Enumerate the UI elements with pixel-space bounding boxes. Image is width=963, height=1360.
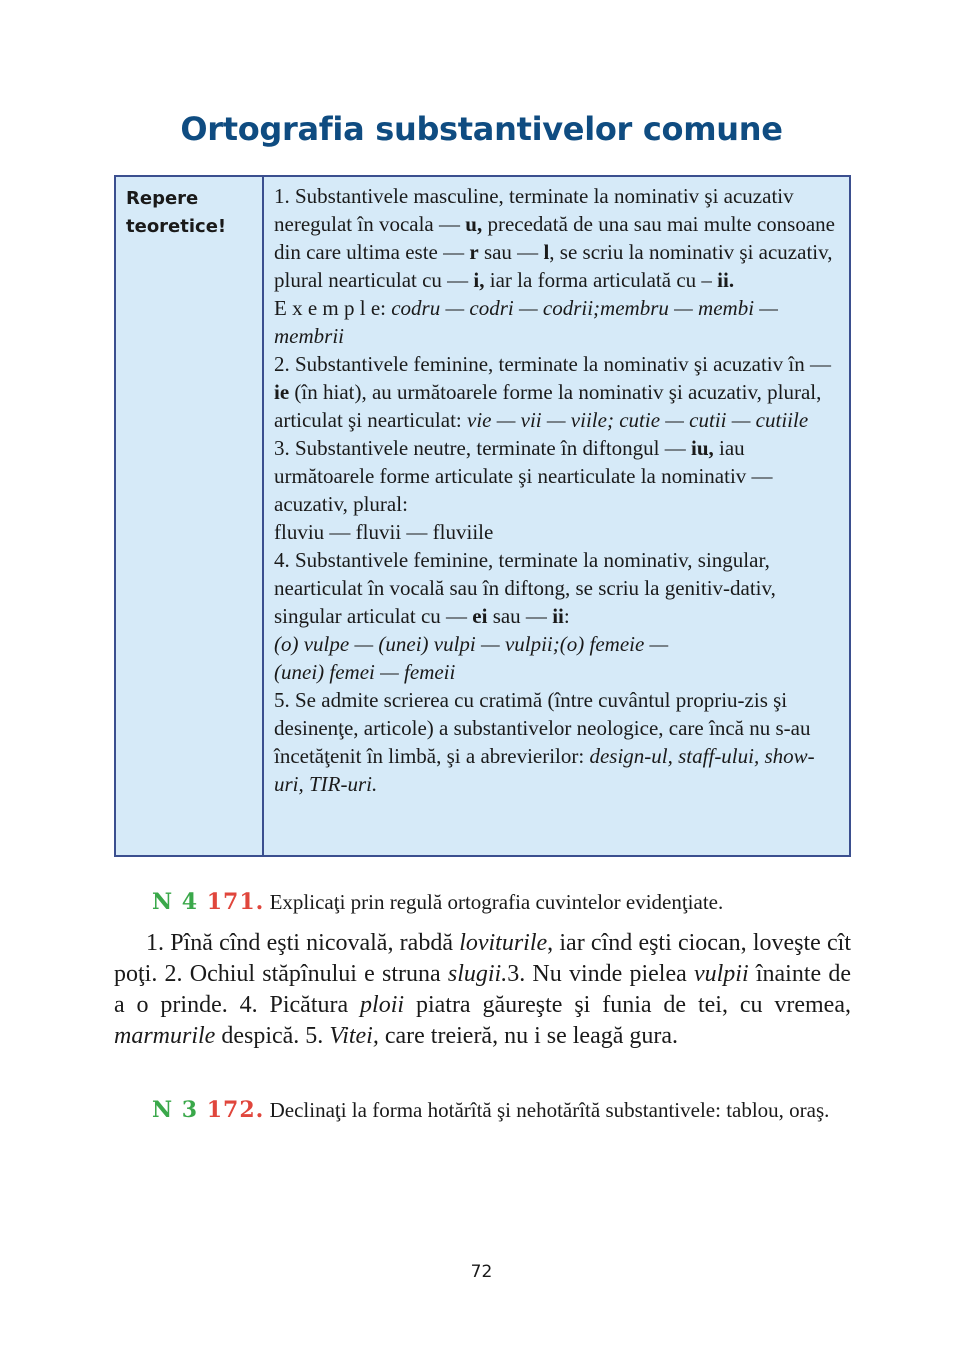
exercise-level: N 3: [152, 1097, 199, 1123]
rule-text: (în hiat), au următoarele forme la nominativ şi acuzativ, plural, articulat şi nearticulat:: [274, 380, 822, 432]
exercise-instruction: Declinaţi la forma hotărîtă şi nehotărîtă substantivele: tablou, oraş.: [269, 1098, 830, 1122]
rule-text: precedată de una sau mai multe consoane din care ultima este —: [274, 212, 835, 264]
theory-label-line1: Repere: [126, 188, 199, 209]
example-text: codru — codri — codrii;membru — membi — membrii: [274, 296, 778, 348]
example-text: (o) vulpe — (unei) vulpi — vulpii;(o) femeie —: [274, 632, 669, 656]
page-title: Ortografia substantivelor comune: [180, 110, 783, 148]
rule-text: 5. Se admite scrierea cu cratimă (între cuvântul propriu-zis şi desinenţe, articole) a substantivelor neologice, care încă nu s-au încetăţenit în limbă, şi a abrevierilor:: [274, 688, 811, 768]
highlighted-word: Vitei,: [329, 1023, 379, 1049]
rule-4: [274, 546, 841, 630]
rule-3: [274, 434, 841, 518]
rule-bold: l: [543, 240, 550, 264]
body-text: 3. Nu vinde pielea: [507, 961, 694, 987]
rule-4-example-2: [274, 658, 841, 686]
rule-text: iar la forma articulată cu –: [484, 268, 718, 292]
rule-5: [274, 686, 841, 798]
page-number: 72: [470, 1262, 493, 1282]
highlighted-word: loviturile: [459, 930, 548, 956]
theory-box: [114, 175, 851, 857]
rule-text: sau —: [478, 240, 544, 264]
theory-label-line2: teoretice!: [126, 216, 227, 237]
rule-bold: i,: [473, 268, 485, 292]
exercise-index: 172.: [206, 1097, 265, 1123]
highlighted-word: ploii: [360, 992, 405, 1018]
example-label: E x e m p l e:: [274, 296, 392, 320]
rule-bold: ii.: [717, 268, 735, 292]
rule-text: sau —: [487, 604, 553, 628]
rule-2: [274, 350, 841, 434]
rule-bold: iu,: [691, 436, 714, 460]
rule-text: 3. Substantivele neutre, terminate în diftongul —: [274, 436, 691, 460]
rule-bold: u,: [465, 212, 483, 236]
rule-bold: ei: [472, 604, 488, 628]
rule-4-example-1: [274, 630, 841, 658]
body-text: 1. Pînă cînd eşti nicovală, rabdă: [146, 930, 460, 956]
body-text: despică. 5.: [215, 1023, 330, 1049]
exercise-instruction: Explicaţi prin regulă ortografia cuvintelor evidenţiate.: [269, 890, 724, 914]
rule-bold: r: [469, 240, 479, 264]
rule-text: iau următoarele forme articulate şi nearticulate la nominativ — acuzativ, plural:: [274, 436, 773, 516]
example-text: (unei) femei — femeii: [274, 660, 456, 684]
rule-bold: ie: [274, 380, 290, 404]
rule-text: 4. Substantivele feminine, terminate la nominativ, singular, nearticulat în vocală sau în diftong, se scriu la genitiv-dativ, singular articulat cu —: [274, 548, 776, 628]
theory-content: [264, 177, 849, 855]
body-text: , iar cînd eşti ciocan, loveşte cît poţi. 2. Ochiul stăpînului e struna: [114, 930, 852, 987]
exercise-level: N 4: [152, 889, 199, 915]
rule-bold: ii: [552, 604, 564, 628]
exercise-number: [152, 1097, 264, 1123]
rule-text: 1. Substantivele masculine, terminate la nominativ şi acuzativ neregulat în vocala —: [274, 184, 794, 236]
exercise-171-body: [114, 928, 851, 1052]
body-text: înainte de a o prinde. 4. Picătura: [114, 961, 851, 1018]
exercise-index: 171.: [206, 889, 265, 915]
exercise-171-heading: [114, 888, 851, 916]
example-text: vie — vii — viile; cutie — cutii — cutiile: [467, 408, 809, 432]
example-text: design-ul, staff-ului, show-uri, TIR-uri.: [274, 744, 815, 796]
body-text: piatra găureşte şi funia de tei, cu vremea,: [404, 992, 851, 1018]
rule-1: [274, 182, 841, 294]
body-text: care treieră, nu i se leagă gura.: [378, 1023, 679, 1049]
highlighted-word: marmurile: [114, 1023, 216, 1049]
rule-text: 2. Substantivele feminine, terminate la nominativ şi acuzativ în —: [274, 352, 831, 376]
exercise-number: [152, 889, 264, 915]
rule-1-example: [274, 294, 841, 350]
rule-text: :: [563, 604, 570, 628]
rule-3-example: fluviu — fluvii — fluviile: [274, 520, 494, 544]
theory-label: [116, 177, 264, 855]
rule-text: , se scriu la nominativ şi acuzativ, plural nearticulat cu —: [274, 240, 833, 292]
highlighted-word: vulpii: [693, 961, 749, 987]
exercise-172: [114, 1096, 851, 1124]
highlighted-word: slugii.: [447, 961, 508, 987]
